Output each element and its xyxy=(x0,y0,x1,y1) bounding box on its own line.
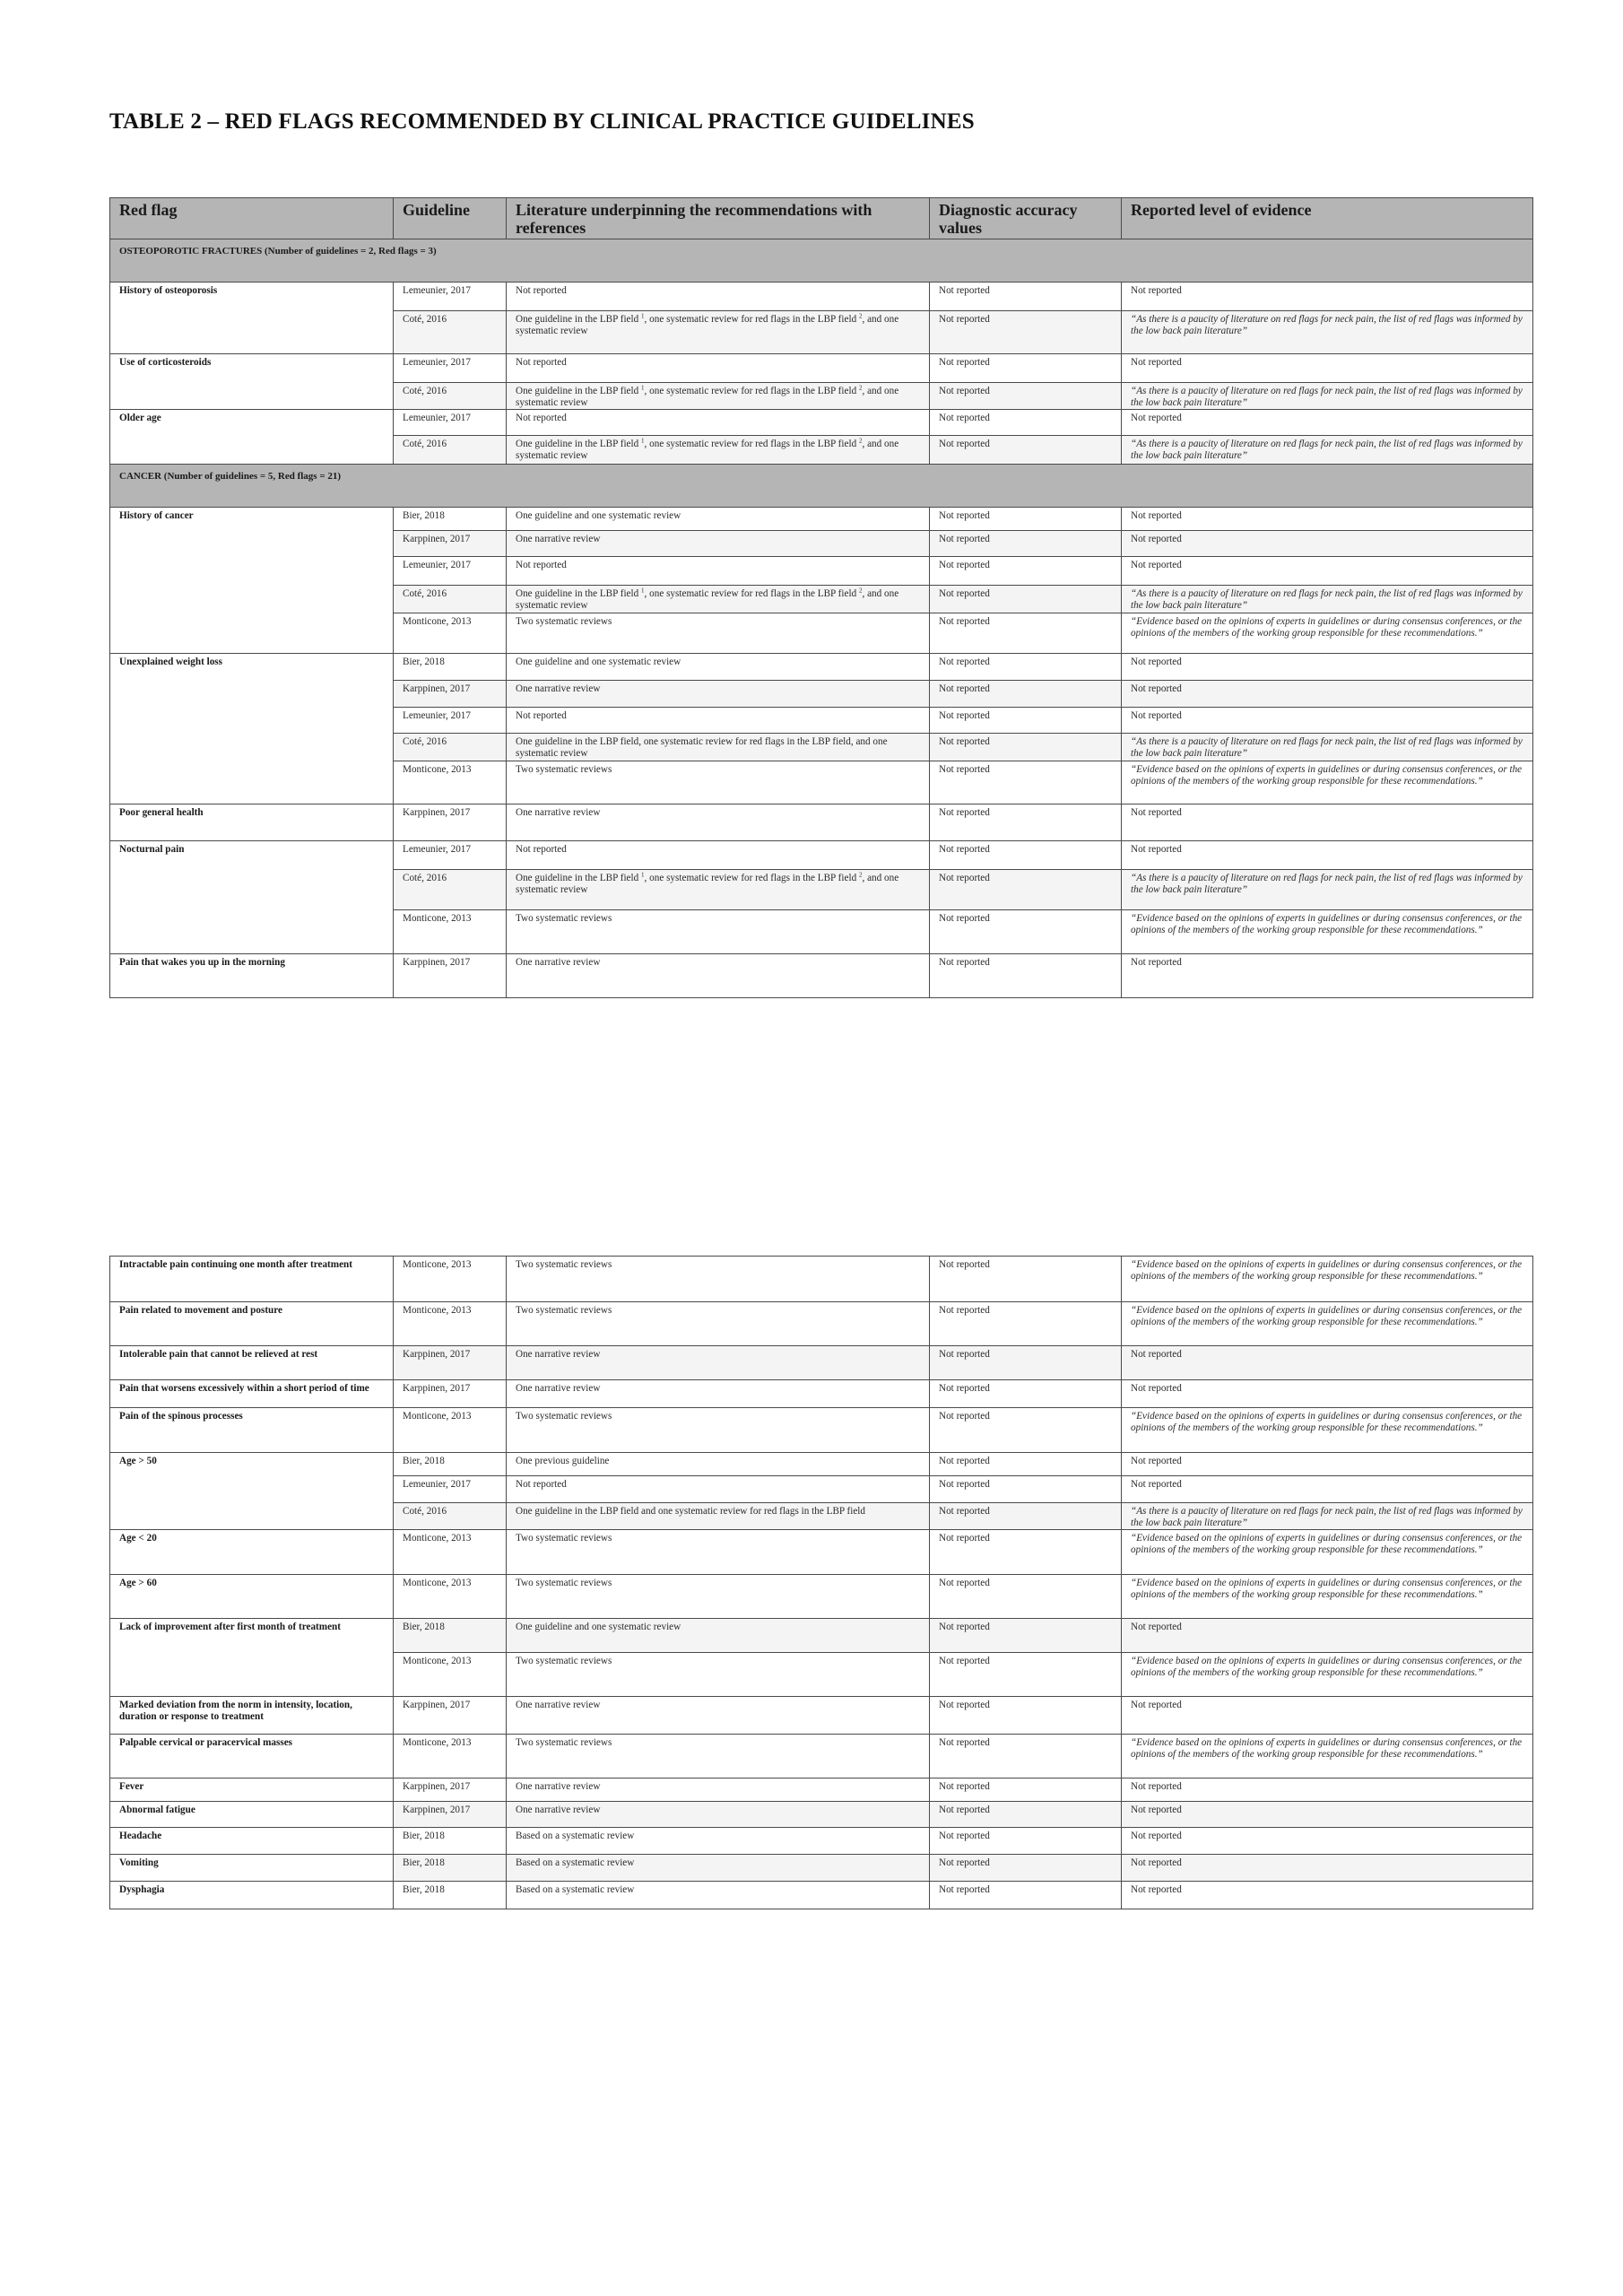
guideline-cell: Karppinen, 2017 xyxy=(394,954,507,998)
accuracy-cell: Not reported xyxy=(930,1302,1122,1346)
table-row xyxy=(110,1779,1533,1802)
red-flag-cell: Fever xyxy=(110,1779,394,1802)
literature-cell: One guideline in the LBP field $^1$, one systematic review for red flags in the LBP field $^2$, and one systematic review xyxy=(507,311,930,354)
accuracy-cell: Not reported xyxy=(930,613,1122,654)
evidence-cell: Not reported xyxy=(1122,1882,1533,1909)
evidence-cell: “Evidence based on the opinions of experts in guidelines or during consensus conferences, or the opinions of the members of the working group responsible for these recommendations.” xyxy=(1122,1653,1533,1697)
table-row xyxy=(110,283,1533,311)
table-row xyxy=(110,1619,1533,1653)
table-row xyxy=(110,954,1533,998)
accuracy-cell: Not reported xyxy=(930,1802,1122,1828)
literature-cell: One narrative review xyxy=(507,804,930,841)
guideline-cell: Monticone, 2013 xyxy=(394,1257,507,1302)
guideline-cell: Bier, 2018 xyxy=(394,1855,507,1882)
accuracy-cell: Not reported xyxy=(930,1619,1122,1653)
evidence-cell: Not reported xyxy=(1122,1380,1533,1408)
evidence-cell: “Evidence based on the opinions of experts in guidelines or during consensus conferences, or the opinions of the members of the working group responsible for these recommendations.” xyxy=(1122,1575,1533,1619)
accuracy-cell: Not reported xyxy=(930,1653,1122,1697)
evidence-cell: “As there is a paucity of literature on red flags for neck pain, the list of red flags was informed by the low back pain literature” xyxy=(1122,1503,1533,1530)
evidence-cell: Not reported xyxy=(1122,531,1533,557)
literature-cell: One narrative review xyxy=(507,1697,930,1735)
accuracy-cell: Not reported xyxy=(930,311,1122,354)
evidence-cell: “Evidence based on the opinions of experts in guidelines or during consensus conferences, or the opinions of the members of the working group responsible for these recommendations.” xyxy=(1122,1735,1533,1779)
table-row xyxy=(110,1882,1533,1909)
literature-cell: One guideline in the LBP field and one systematic review for red flags in the LBP field xyxy=(507,1503,930,1530)
literature-cell: Two systematic reviews xyxy=(507,761,930,804)
evidence-cell: “As there is a paucity of literature on red flags for neck pain, the list of red flags was informed by the low back pain literature” xyxy=(1122,586,1533,613)
evidence-cell: Not reported xyxy=(1122,708,1533,734)
accuracy-cell: Not reported xyxy=(930,1855,1122,1882)
table-row xyxy=(110,1735,1533,1779)
literature-cell: Two systematic reviews xyxy=(507,1302,930,1346)
literature-cell: Based on a systematic review xyxy=(507,1855,930,1882)
accuracy-cell: Not reported xyxy=(930,1697,1122,1735)
table-row xyxy=(110,508,1533,531)
red-flag-cell: Age > 50 xyxy=(110,1453,394,1530)
table-row xyxy=(110,804,1533,841)
evidence-cell: Not reported xyxy=(1122,1802,1533,1828)
literature-cell: One guideline in the LBP field $^1$, one systematic review for red flags in the LBP field $^2$, and one systematic review xyxy=(507,383,930,410)
red-flag-cell: Intolerable pain that cannot be relieved at rest xyxy=(110,1346,394,1380)
guideline-cell: Coté, 2016 xyxy=(394,1503,507,1530)
evidence-cell: Not reported xyxy=(1122,1697,1533,1735)
table-row xyxy=(110,1855,1533,1882)
evidence-cell: Not reported xyxy=(1122,354,1533,383)
accuracy-cell: Not reported xyxy=(930,1476,1122,1503)
section-row xyxy=(110,239,1533,283)
guideline-cell: Karppinen, 2017 xyxy=(394,531,507,557)
red-flag-cell: Abnormal fatigue xyxy=(110,1802,394,1828)
header-literature: Literature underpinning the recommendations with references xyxy=(507,198,930,239)
guideline-cell: Bier, 2018 xyxy=(394,508,507,531)
literature-cell: Two systematic reviews xyxy=(507,613,930,654)
evidence-cell: Not reported xyxy=(1122,283,1533,311)
red-flag-cell: Pain of the spinous processes xyxy=(110,1408,394,1453)
guideline-cell: Bier, 2018 xyxy=(394,1453,507,1476)
header-evidence: Reported level of evidence xyxy=(1122,198,1533,239)
red-flags-table-part-1 xyxy=(109,197,1533,998)
literature-cell: One narrative review xyxy=(507,1779,930,1802)
evidence-cell: “Evidence based on the opinions of experts in guidelines or during consensus conferences, or the opinions of the members of the working group responsible for these recommendations.” xyxy=(1122,1257,1533,1302)
guideline-cell: Bier, 2018 xyxy=(394,1619,507,1653)
guideline-cell: Monticone, 2013 xyxy=(394,1530,507,1575)
header-accuracy: Diagnostic accuracy values xyxy=(930,198,1122,239)
literature-cell: One guideline and one systematic review xyxy=(507,508,930,531)
table-row xyxy=(110,1302,1533,1346)
literature-cell: Two systematic reviews xyxy=(507,1735,930,1779)
table-row xyxy=(110,1575,1533,1619)
accuracy-cell: Not reported xyxy=(930,1828,1122,1855)
literature-cell: One narrative review xyxy=(507,954,930,998)
literature-cell: Two systematic reviews xyxy=(507,1653,930,1697)
literature-cell: One narrative review xyxy=(507,1380,930,1408)
red-flag-cell: Palpable cervical or paracervical masses xyxy=(110,1735,394,1779)
accuracy-cell: Not reported xyxy=(930,1380,1122,1408)
accuracy-cell: Not reported xyxy=(930,283,1122,311)
accuracy-cell: Not reported xyxy=(930,841,1122,870)
guideline-cell: Coté, 2016 xyxy=(394,870,507,910)
evidence-cell: “Evidence based on the opinions of experts in guidelines or during consensus conferences, or the opinions of the members of the working group responsible for these recommendations.” xyxy=(1122,1302,1533,1346)
evidence-cell: Not reported xyxy=(1122,557,1533,586)
literature-cell: One guideline and one systematic review xyxy=(507,654,930,681)
accuracy-cell: Not reported xyxy=(930,1735,1122,1779)
table-row xyxy=(110,1828,1533,1855)
evidence-cell: Not reported xyxy=(1122,1476,1533,1503)
accuracy-cell: Not reported xyxy=(930,436,1122,465)
evidence-cell: “Evidence based on the opinions of experts in guidelines or during consensus conferences, or the opinions of the members of the working group responsible for these recommendations.” xyxy=(1122,1530,1533,1575)
section-cancer: CANCER (Number of guidelines = 5, Red flags = 21) xyxy=(110,465,1533,508)
accuracy-cell: Not reported xyxy=(930,508,1122,531)
guideline-cell: Bier, 2018 xyxy=(394,654,507,681)
guideline-cell: Karppinen, 2017 xyxy=(394,1380,507,1408)
red-flag-cell: Poor general health xyxy=(110,804,394,841)
guideline-cell: Karppinen, 2017 xyxy=(394,1779,507,1802)
table-row xyxy=(110,1453,1533,1476)
red-flag-cell: Headache xyxy=(110,1828,394,1855)
literature-cell: Two systematic reviews xyxy=(507,1257,930,1302)
red-flag-cell: History of cancer xyxy=(110,508,394,654)
table-row xyxy=(110,1346,1533,1380)
guideline-cell: Coté, 2016 xyxy=(394,734,507,761)
guideline-cell: Monticone, 2013 xyxy=(394,761,507,804)
evidence-cell: Not reported xyxy=(1122,681,1533,708)
red-flag-cell: History of osteoporosis xyxy=(110,283,394,354)
guideline-cell: Lemeunier, 2017 xyxy=(394,708,507,734)
header-guideline: Guideline xyxy=(394,198,507,239)
literature-cell: Not reported xyxy=(507,410,930,436)
literature-cell: One guideline in the LBP field $^1$, one systematic review for red flags in the LBP field $^2$, and one systematic review xyxy=(507,586,930,613)
accuracy-cell: Not reported xyxy=(930,557,1122,586)
red-flag-cell: Marked deviation from the norm in intensity, location, duration or response to treatment xyxy=(110,1697,394,1735)
accuracy-cell: Not reported xyxy=(930,910,1122,954)
accuracy-cell: Not reported xyxy=(930,1257,1122,1302)
accuracy-cell: Not reported xyxy=(930,383,1122,410)
literature-cell: Based on a systematic review xyxy=(507,1828,930,1855)
accuracy-cell: Not reported xyxy=(930,654,1122,681)
evidence-cell: Not reported xyxy=(1122,654,1533,681)
red-flag-cell: Pain related to movement and posture xyxy=(110,1302,394,1346)
accuracy-cell: Not reported xyxy=(930,708,1122,734)
literature-cell: Not reported xyxy=(507,354,930,383)
accuracy-cell: Not reported xyxy=(930,734,1122,761)
literature-cell: One guideline and one systematic review xyxy=(507,1619,930,1653)
accuracy-cell: Not reported xyxy=(930,1575,1122,1619)
accuracy-cell: Not reported xyxy=(930,954,1122,998)
accuracy-cell: Not reported xyxy=(930,1408,1122,1453)
evidence-cell: “As there is a paucity of literature on red flags for neck pain, the list of red flags was informed by the low back pain literature” xyxy=(1122,383,1533,410)
table-row xyxy=(110,1257,1533,1302)
guideline-cell: Monticone, 2013 xyxy=(394,1575,507,1619)
evidence-cell: “As there is a paucity of literature on red flags for neck pain, the list of red flags was informed by the low back pain literature” xyxy=(1122,870,1533,910)
guideline-cell: Karppinen, 2017 xyxy=(394,1802,507,1828)
red-flag-cell: Dysphagia xyxy=(110,1882,394,1909)
header-red-flag: Red flag xyxy=(110,198,394,239)
accuracy-cell: Not reported xyxy=(930,804,1122,841)
accuracy-cell: Not reported xyxy=(930,531,1122,557)
table-row xyxy=(110,410,1533,436)
red-flags-table-part-2 xyxy=(109,1256,1533,1909)
red-flag-cell: Vomiting xyxy=(110,1855,394,1882)
guideline-cell: Lemeunier, 2017 xyxy=(394,1476,507,1503)
literature-cell: Two systematic reviews xyxy=(507,1575,930,1619)
table-row xyxy=(110,654,1533,681)
accuracy-cell: Not reported xyxy=(930,761,1122,804)
evidence-cell: “Evidence based on the opinions of experts in guidelines or during consensus conferences, or the opinions of the members of the working group responsible for these recommendations.” xyxy=(1122,613,1533,654)
literature-cell: One narrative review xyxy=(507,681,930,708)
evidence-cell: Not reported xyxy=(1122,508,1533,531)
red-flag-cell: Use of corticosteroids xyxy=(110,354,394,410)
literature-cell: Two systematic reviews xyxy=(507,1530,930,1575)
evidence-cell: Not reported xyxy=(1122,1453,1533,1476)
table-row xyxy=(110,1380,1533,1408)
red-flag-cell: Nocturnal pain xyxy=(110,841,394,954)
guideline-cell: Monticone, 2013 xyxy=(394,1408,507,1453)
evidence-cell: “As there is a paucity of literature on red flags for neck pain, the list of red flags was informed by the low back pain literature” xyxy=(1122,311,1533,354)
literature-cell: One guideline in the LBP field $^1$, one systematic review for red flags in the LBP field $^2$, and one systematic review xyxy=(507,870,930,910)
accuracy-cell: Not reported xyxy=(930,870,1122,910)
red-flag-cell: Unexplained weight loss xyxy=(110,654,394,804)
literature-cell: One guideline in the LBP field, one systematic review for red flags in the LBP field, and one systematic review xyxy=(507,734,930,761)
literature-cell: Not reported xyxy=(507,841,930,870)
table-row xyxy=(110,1408,1533,1453)
red-flag-cell: Intractable pain continuing one month after treatment xyxy=(110,1257,394,1302)
evidence-cell: Not reported xyxy=(1122,954,1533,998)
section-row xyxy=(110,465,1533,508)
evidence-cell: Not reported xyxy=(1122,1346,1533,1380)
guideline-cell: Karppinen, 2017 xyxy=(394,804,507,841)
guideline-cell: Karppinen, 2017 xyxy=(394,1346,507,1380)
evidence-cell: Not reported xyxy=(1122,1855,1533,1882)
guideline-cell: Monticone, 2013 xyxy=(394,1302,507,1346)
evidence-cell: Not reported xyxy=(1122,841,1533,870)
literature-cell: Based on a systematic review xyxy=(507,1882,930,1909)
red-flag-cell: Older age xyxy=(110,410,394,465)
guideline-cell: Lemeunier, 2017 xyxy=(394,283,507,311)
guideline-cell: Lemeunier, 2017 xyxy=(394,841,507,870)
literature-cell: Two systematic reviews xyxy=(507,1408,930,1453)
accuracy-cell: Not reported xyxy=(930,1882,1122,1909)
guideline-cell: Lemeunier, 2017 xyxy=(394,354,507,383)
literature-cell: Two systematic reviews xyxy=(507,910,930,954)
accuracy-cell: Not reported xyxy=(930,1346,1122,1380)
evidence-cell: Not reported xyxy=(1122,804,1533,841)
section-osteoporotic-fractures: OSTEOPOROTIC FRACTURES (Number of guidelines = 2, Red flags = 3) xyxy=(110,239,1533,283)
table-header-row xyxy=(110,198,1533,239)
guideline-cell: Coté, 2016 xyxy=(394,436,507,465)
red-flag-cell: Pain that worsens excessively within a short period of time xyxy=(110,1380,394,1408)
table-row xyxy=(110,841,1533,870)
literature-cell: One narrative review xyxy=(507,1802,930,1828)
red-flag-cell: Lack of improvement after first month of treatment xyxy=(110,1619,394,1697)
table-row xyxy=(110,354,1533,383)
accuracy-cell: Not reported xyxy=(930,1530,1122,1575)
evidence-cell: “Evidence based on the opinions of experts in guidelines or during consensus conferences, or the opinions of the members of the working group responsible for these recommendations.” xyxy=(1122,761,1533,804)
guideline-cell: Monticone, 2013 xyxy=(394,613,507,654)
evidence-cell: Not reported xyxy=(1122,1619,1533,1653)
guideline-cell: Coté, 2016 xyxy=(394,586,507,613)
guideline-cell: Bier, 2018 xyxy=(394,1828,507,1855)
evidence-cell: “As there is a paucity of literature on red flags for neck pain, the list of red flags was informed by the low back pain literature” xyxy=(1122,734,1533,761)
accuracy-cell: Not reported xyxy=(930,410,1122,436)
literature-cell: Not reported xyxy=(507,283,930,311)
page-title: TABLE 2 – RED FLAGS RECOMMENDED BY CLINICAL PRACTICE GUIDELINES xyxy=(109,109,975,134)
guideline-cell: Lemeunier, 2017 xyxy=(394,410,507,436)
guideline-cell: Monticone, 2013 xyxy=(394,910,507,954)
literature-cell: One narrative review xyxy=(507,531,930,557)
evidence-cell: “Evidence based on the opinions of experts in guidelines or during consensus conferences, or the opinions of the members of the working group responsible for these recommendations.” xyxy=(1122,1408,1533,1453)
evidence-cell: “Evidence based on the opinions of experts in guidelines or during consensus conferences, or the opinions of the members of the working group responsible for these recommendations.” xyxy=(1122,910,1533,954)
table-row xyxy=(110,1802,1533,1828)
accuracy-cell: Not reported xyxy=(930,681,1122,708)
accuracy-cell: Not reported xyxy=(930,1453,1122,1476)
evidence-cell: “As there is a paucity of literature on red flags for neck pain, the list of red flags was informed by the low back pain literature” xyxy=(1122,436,1533,465)
literature-cell: Not reported xyxy=(507,1476,930,1503)
guideline-cell: Karppinen, 2017 xyxy=(394,1697,507,1735)
guideline-cell: Karppinen, 2017 xyxy=(394,681,507,708)
literature-cell: Not reported xyxy=(507,708,930,734)
accuracy-cell: Not reported xyxy=(930,1779,1122,1802)
evidence-cell: Not reported xyxy=(1122,410,1533,436)
red-flag-cell: Age > 60 xyxy=(110,1575,394,1619)
table-row xyxy=(110,1697,1533,1735)
accuracy-cell: Not reported xyxy=(930,586,1122,613)
guideline-cell: Coté, 2016 xyxy=(394,383,507,410)
red-flag-cell: Pain that wakes you up in the morning xyxy=(110,954,394,998)
accuracy-cell: Not reported xyxy=(930,1503,1122,1530)
red-flag-cell: Age < 20 xyxy=(110,1530,394,1575)
evidence-cell: Not reported xyxy=(1122,1828,1533,1855)
guideline-cell: Lemeunier, 2017 xyxy=(394,557,507,586)
literature-cell: Not reported xyxy=(507,557,930,586)
evidence-cell: Not reported xyxy=(1122,1779,1533,1802)
table-row xyxy=(110,1530,1533,1575)
guideline-cell: Monticone, 2013 xyxy=(394,1735,507,1779)
guideline-cell: Coté, 2016 xyxy=(394,311,507,354)
accuracy-cell: Not reported xyxy=(930,354,1122,383)
guideline-cell: Bier, 2018 xyxy=(394,1882,507,1909)
literature-cell: One guideline in the LBP field $^1$, one systematic review for red flags in the LBP field $^2$, and one systematic review xyxy=(507,436,930,465)
literature-cell: One previous guideline xyxy=(507,1453,930,1476)
literature-cell: One narrative review xyxy=(507,1346,930,1380)
guideline-cell: Monticone, 2013 xyxy=(394,1653,507,1697)
